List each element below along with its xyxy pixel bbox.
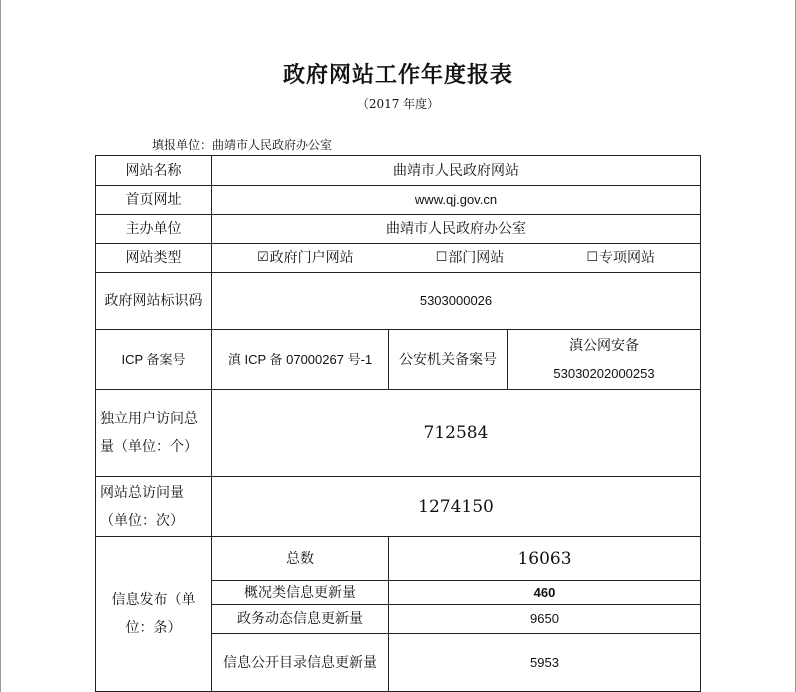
report-table (95, 155, 701, 692)
icp-label: ICP 备案号 (96, 330, 212, 390)
site-type-option-department-label: 部门网站 (448, 250, 505, 266)
checkbox-unchecked-icon: ☐ (435, 250, 448, 265)
gov-site-id-value: 5303000026 (212, 273, 701, 330)
row-homepage (96, 186, 701, 215)
sponsor-label: 主办单位 (96, 215, 212, 244)
info-catalog-label: 信息公开目录信息更新量 (212, 634, 389, 692)
unique-visitors-value: 712584 (212, 390, 701, 477)
info-publish-label: 信息发布（单位：条） (96, 537, 212, 692)
info-total-value: 16063 (389, 537, 701, 581)
row-site-type (96, 244, 701, 273)
police-record-label: 公安机关备案号 (389, 330, 508, 390)
filing-unit-label: 填报单位： (152, 138, 213, 152)
site-type-option-portal[interactable] (257, 244, 354, 272)
site-type-options (212, 244, 701, 273)
site-type-option-special[interactable] (586, 244, 655, 272)
row-unique-visitors (96, 390, 701, 477)
site-name-label: 网站名称 (96, 156, 212, 186)
total-visits-label: 网站总访问量（单位：次） (96, 477, 212, 537)
document-subtitle: （2017 年度） (356, 97, 440, 111)
filing-unit-line (152, 136, 332, 153)
sponsor-value: 曲靖市人民政府办公室 (212, 215, 701, 244)
icp-value: 滇 ICP 备 07000267 号-1 (212, 330, 389, 390)
total-visits-value: 1274150 (212, 477, 701, 537)
info-overview-label: 概况类信息更新量 (212, 581, 389, 605)
site-type-option-special-label: 专项网站 (598, 250, 655, 266)
site-type-option-department[interactable] (436, 244, 505, 272)
site-type-option-portal-label: 政府门户网站 (269, 250, 354, 266)
police-record-value (508, 330, 701, 390)
info-total-label: 总数 (212, 537, 389, 581)
gov-site-id-label: 政府网站标识码 (96, 273, 212, 330)
row-icp (96, 330, 701, 390)
info-affairs-value: 9650 (389, 605, 701, 634)
police-record-value-line1: 滇公网安备 (569, 337, 639, 354)
row-gov-site-id (96, 273, 701, 330)
row-site-name (96, 156, 701, 186)
row-sponsor (96, 215, 701, 244)
row-info-total (96, 537, 701, 581)
info-catalog-value: 5953 (389, 634, 701, 692)
site-name-value: 曲靖市人民政府网站 (212, 156, 701, 186)
checkbox-checked-icon: ☑ (257, 250, 269, 265)
police-record-value-line2: 53030202000253 (553, 365, 655, 381)
document-title: 政府网站工作年度报表 (282, 62, 513, 88)
info-overview-value: 460 (389, 581, 701, 605)
homepage-label: 首页网址 (96, 186, 212, 215)
info-affairs-label: 政务动态信息更新量 (212, 605, 389, 634)
homepage-value: www.qj.gov.cn (212, 186, 701, 215)
row-total-visits (96, 477, 701, 537)
unique-visitors-label: 独立用户访问总量（单位：个） (96, 390, 212, 477)
checkbox-unchecked-icon: ☐ (586, 250, 598, 265)
filing-unit-value: 曲靖市人民政府办公室 (212, 138, 333, 152)
site-type-label: 网站类型 (96, 244, 212, 273)
